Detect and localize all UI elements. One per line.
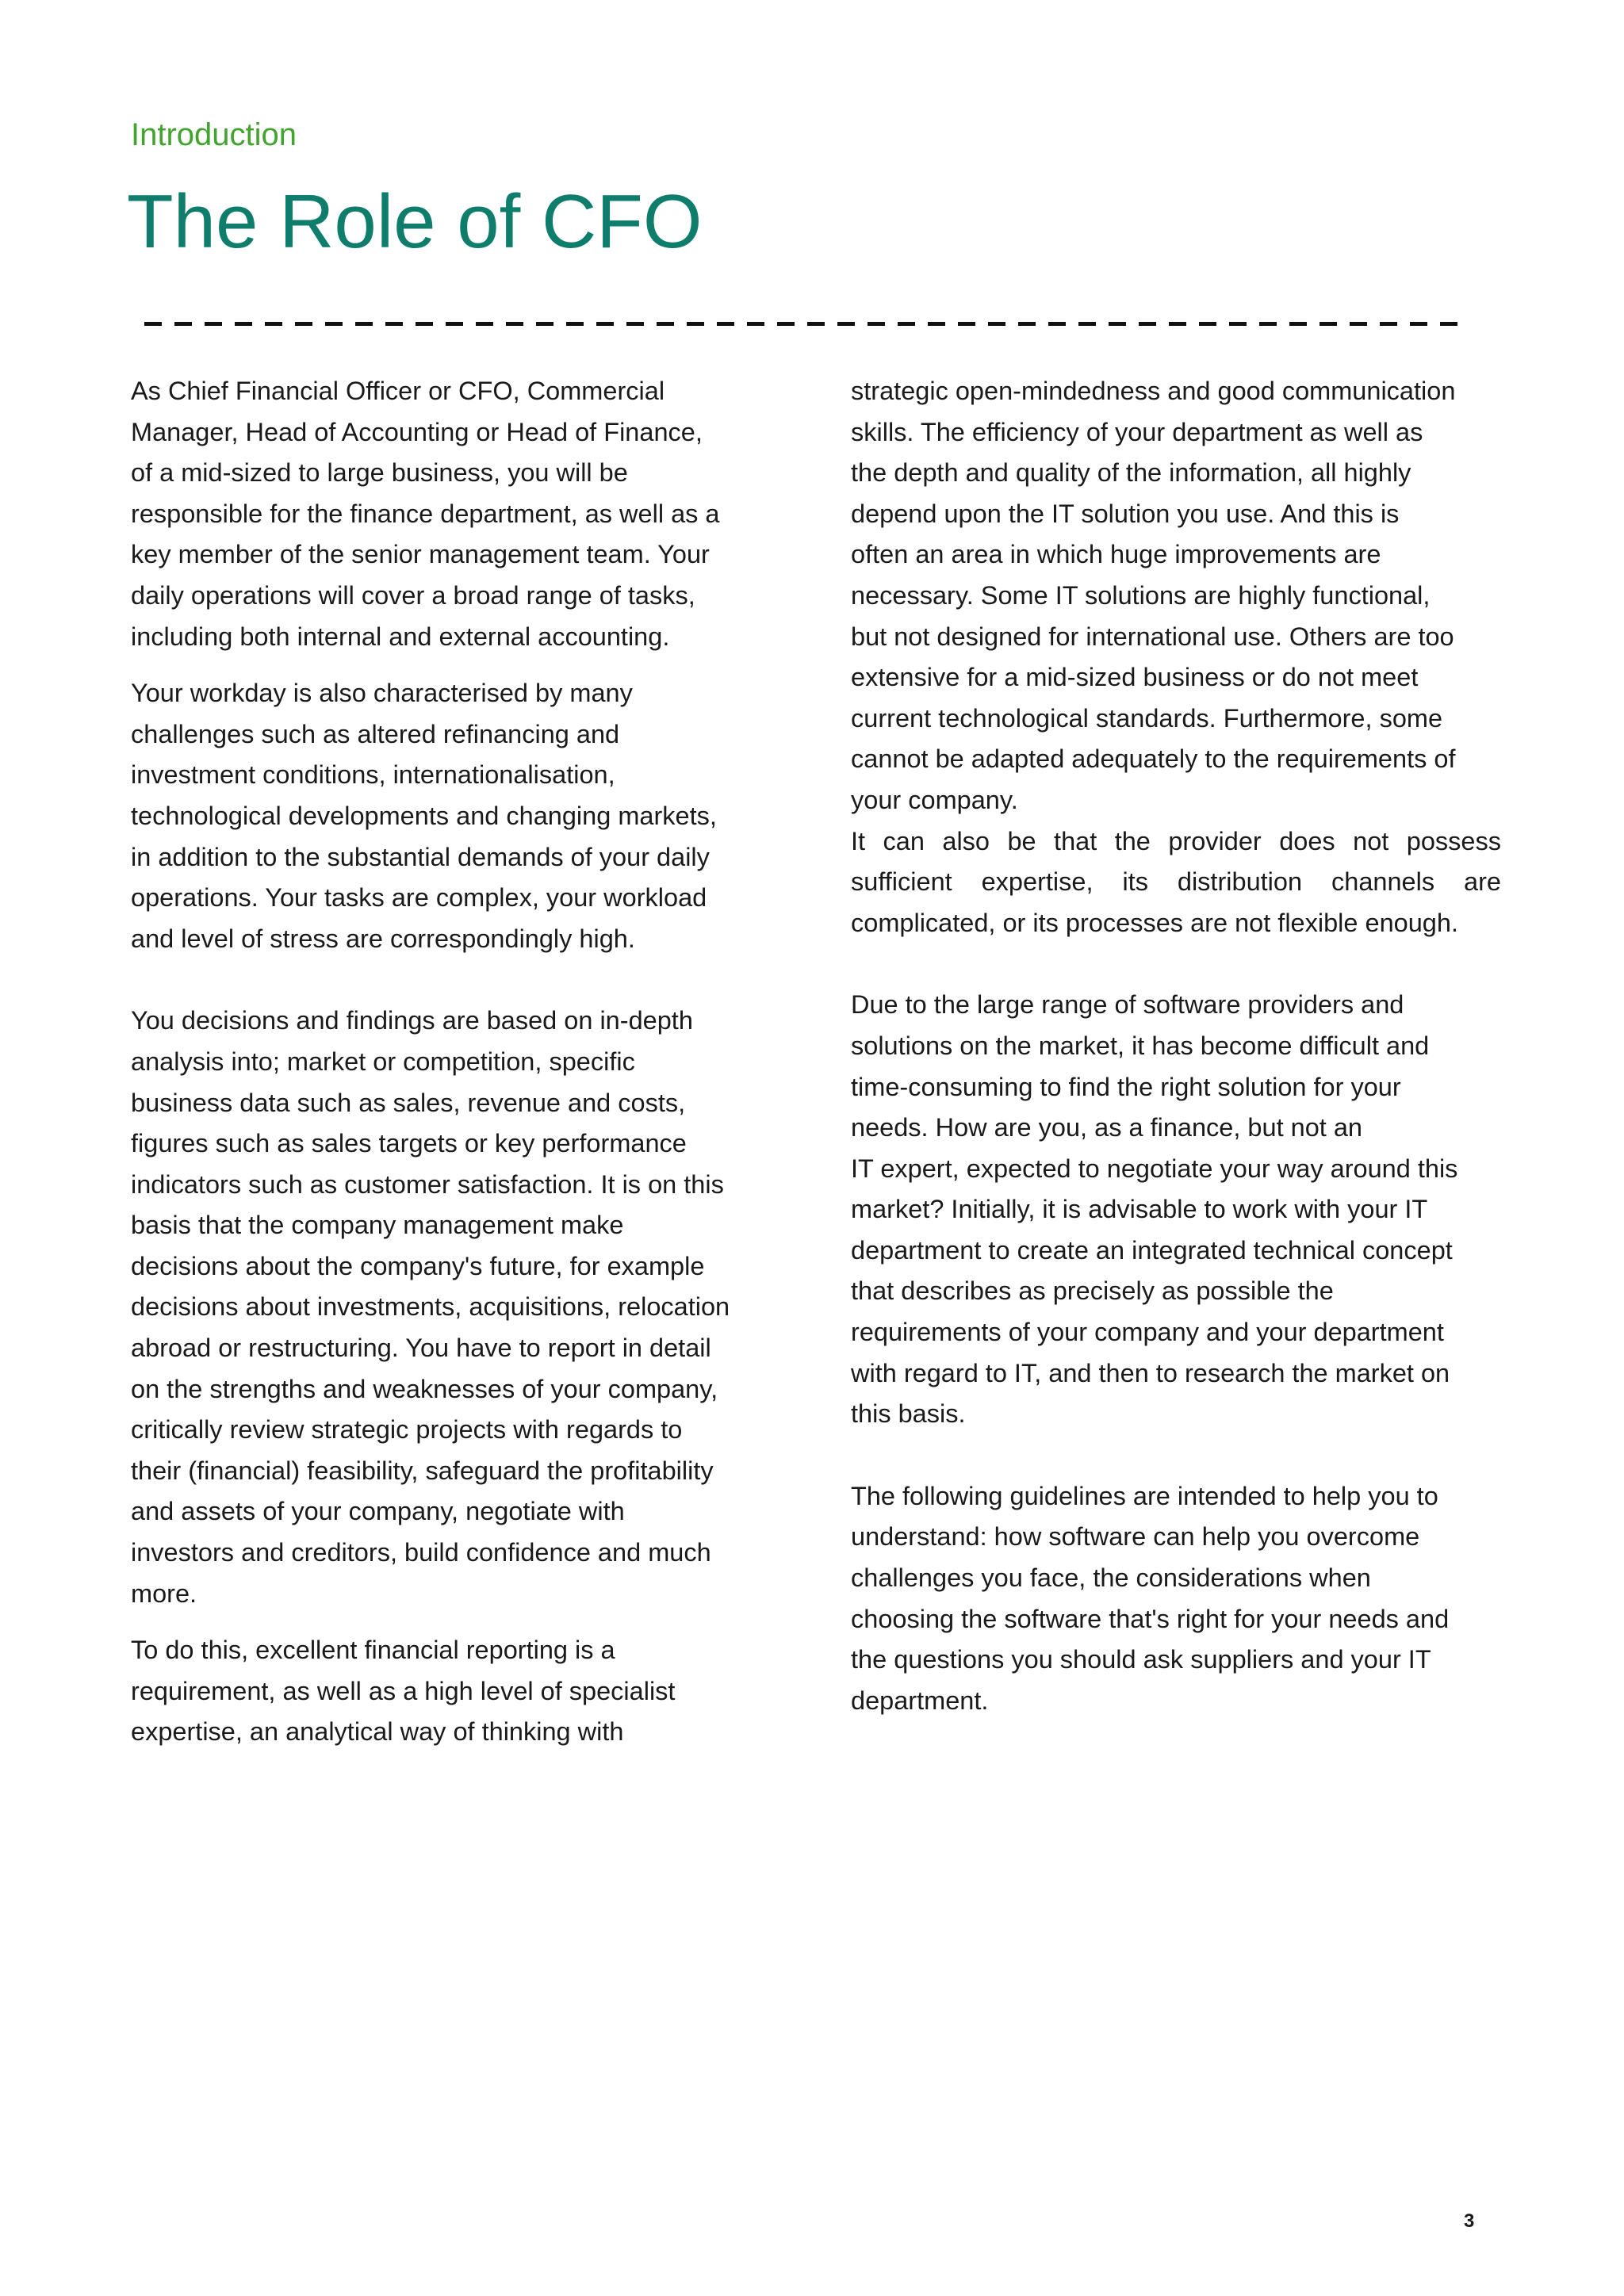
dashed-divider xyxy=(144,322,1470,326)
page-title: The Role of CFO xyxy=(127,179,703,264)
right-column xyxy=(851,371,1501,1721)
right-paragraph-4: The following guidelines are intended to help you to understand: how software can help you overcome challenges you face, the considerations when choosing the software that's right for your needs and the questions you should ask suppliers and your IT department. xyxy=(851,1481,1450,1715)
right-paragraph-2: It can also be that the provider does not possess sufficient expertise, its distribution channels are complicated, or its processes are not flexible enough. xyxy=(851,826,1501,937)
left-paragraph-1: As Chief Financial Officer or CFO, Commercial Manager, Head of Accounting or Head of Finance, of a mid-sized to large business, you will be responsible for the finance department, as well as a key member of the senior management team. Your daily operations will cover a broad range of tasks, including both internal and external accounting. xyxy=(131,377,720,651)
right-paragraph-3: Due to the large range of software providers and solutions on the market, it has become difficult and time-consuming to find the right solution for your needs. How are you, as a finance, but not an IT expert, expected to negotiate your way around this market? Initially, it is advisable to work with your IT department to create an integrated technical concept that describes as precisely as possible the requirements of your company and your department with regard to IT, and then to research the market on this basis. xyxy=(851,990,1458,1429)
left-column xyxy=(131,371,781,1753)
left-paragraph-4: To do this, excellent financial reporting is a requirement, as well as a high level of specialist expertise, an analytical way of thinking with xyxy=(131,1636,676,1747)
left-paragraph-2: Your workday is also characterised by many challenges such as altered refinancing and investment conditions, internationalisation, technological developments and changing markets, in addition to the substantial demands of your daily operations. Your tasks are complex, your workload and level of stress are correspondingly high. xyxy=(131,679,717,953)
left-paragraph-3: You decisions and findings are based on in-depth analysis into; market or competition, specific business data such as sales, revenue and costs, figures such as sales targets or key performance indicators such as customer satisfaction. It is on this basis that the company management make decisions about the company's future, for example decisions about investments, acquisitions, relocation abroad or restructuring. You have to report in detail on the strengths and weaknesses of your company, critically review strategic projects with regards to their (financial) feasibility, safeguard the profitability and assets of your company, negotiate with investors and creditors, build confidence and much more. xyxy=(131,1006,730,1608)
page-number: 3 xyxy=(1464,2210,1475,2232)
section-label: Introduction xyxy=(131,117,297,152)
right-paragraph-1: strategic open-mindedness and good communication skills. The efficiency of your department as well as the depth and quality of the information, all highly depend upon the IT solution you use. And this is often an area in which huge improvements are necessary. Some IT solutions are highly functional, but not designed for international use. Others are too extensive for a mid-sized business or do not meet current technological standards. Furthermore, some cannot be adapted adequately to the requirements of your company. xyxy=(851,377,1456,814)
